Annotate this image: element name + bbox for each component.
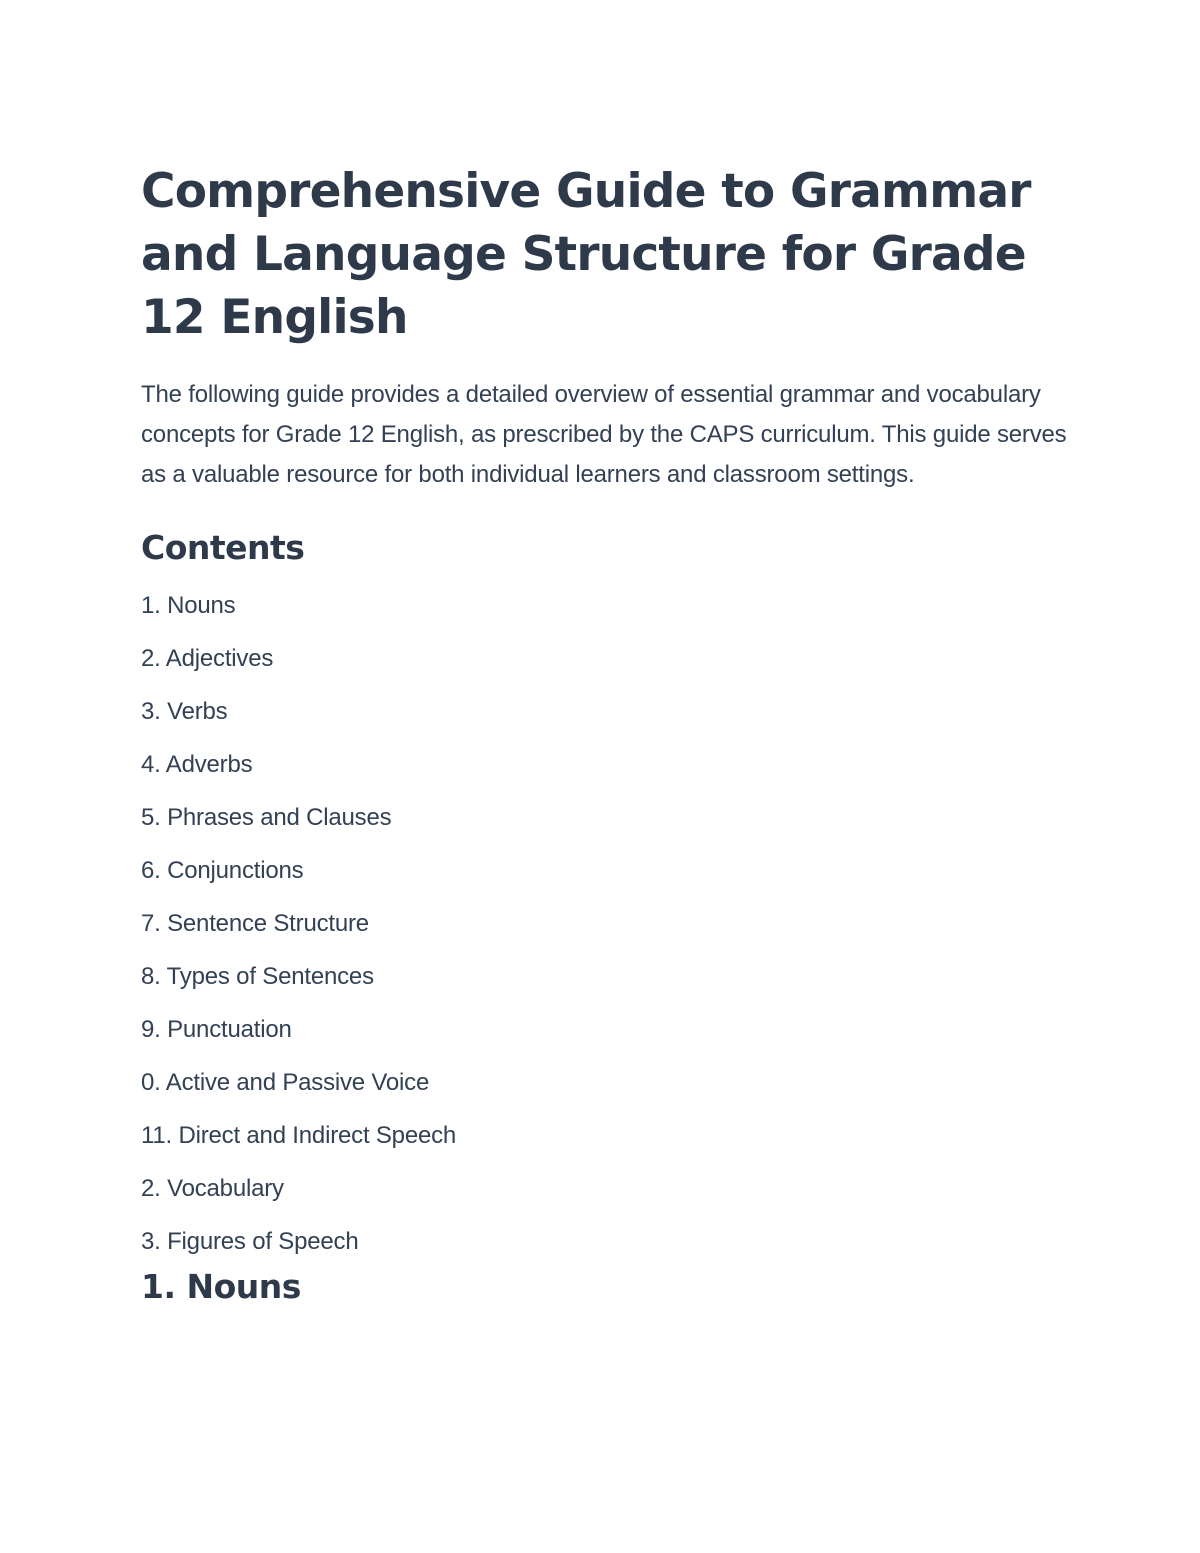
toc-item[interactable] xyxy=(141,699,1071,752)
toc-item-number: 8. xyxy=(141,963,161,990)
toc-item[interactable] xyxy=(141,964,1071,1017)
toc-item[interactable] xyxy=(141,1017,1071,1070)
document-page xyxy=(141,160,1071,1306)
intro-paragraph: The following guide provides a detailed overview of essential grammar and vocabulary concepts for Grade 12 English, as prescribed by the CAPS curriculum. This guide serves as a valuable resource for both individual learners and classroom settings. xyxy=(141,381,1067,488)
toc-item[interactable] xyxy=(141,593,1071,646)
toc-item-label: Nouns xyxy=(167,592,236,619)
toc-item-label: Vocabulary xyxy=(167,1175,284,1202)
toc-item-label: Direct and Indirect Speech xyxy=(178,1122,457,1149)
contents-heading: Contents xyxy=(141,528,305,567)
toc-item-label: Conjunctions xyxy=(167,857,304,884)
toc-item-number: 7. xyxy=(141,910,161,937)
toc-item[interactable] xyxy=(141,858,1071,911)
toc-item-label: Adverbs xyxy=(165,751,253,778)
table-of-contents xyxy=(141,593,1071,1282)
toc-item-number: 3. xyxy=(141,1228,161,1255)
toc-item[interactable] xyxy=(141,646,1071,699)
toc-item[interactable] xyxy=(141,805,1071,858)
toc-item[interactable] xyxy=(141,1123,1071,1176)
toc-item-number: 2. xyxy=(141,645,161,672)
toc-item-label: Types of Sentences xyxy=(166,963,374,990)
toc-item-label: Sentence Structure xyxy=(167,910,369,937)
toc-item[interactable] xyxy=(141,911,1071,964)
toc-item-number: 11. xyxy=(141,1122,172,1149)
toc-item-label: Adjectives xyxy=(165,645,274,672)
toc-item-number: 0. xyxy=(141,1069,161,1096)
toc-item-number: 6. xyxy=(141,857,161,884)
toc-item-label: Figures of Speech xyxy=(167,1228,359,1255)
document-title: Comprehensive Guide to Grammar and Language Structure for Grade 12 English xyxy=(141,164,1031,345)
toc-item-label: Verbs xyxy=(167,698,228,725)
toc-item-number: 9. xyxy=(141,1016,161,1043)
toc-item[interactable] xyxy=(141,1176,1071,1229)
toc-item[interactable] xyxy=(141,1070,1071,1123)
section-heading-nouns: 1. Nouns xyxy=(141,1267,301,1306)
toc-item-number: 4. xyxy=(141,751,161,778)
toc-item-number: 5. xyxy=(141,804,161,831)
toc-item-number: 2. xyxy=(141,1175,161,1202)
toc-item-number: 3. xyxy=(141,698,161,725)
toc-item-label: Punctuation xyxy=(167,1016,292,1043)
toc-item-label: Active and Passive Voice xyxy=(165,1069,430,1096)
toc-item[interactable] xyxy=(141,752,1071,805)
toc-item-label: Phrases and Clauses xyxy=(167,804,392,831)
toc-item-number: 1. xyxy=(141,592,161,619)
